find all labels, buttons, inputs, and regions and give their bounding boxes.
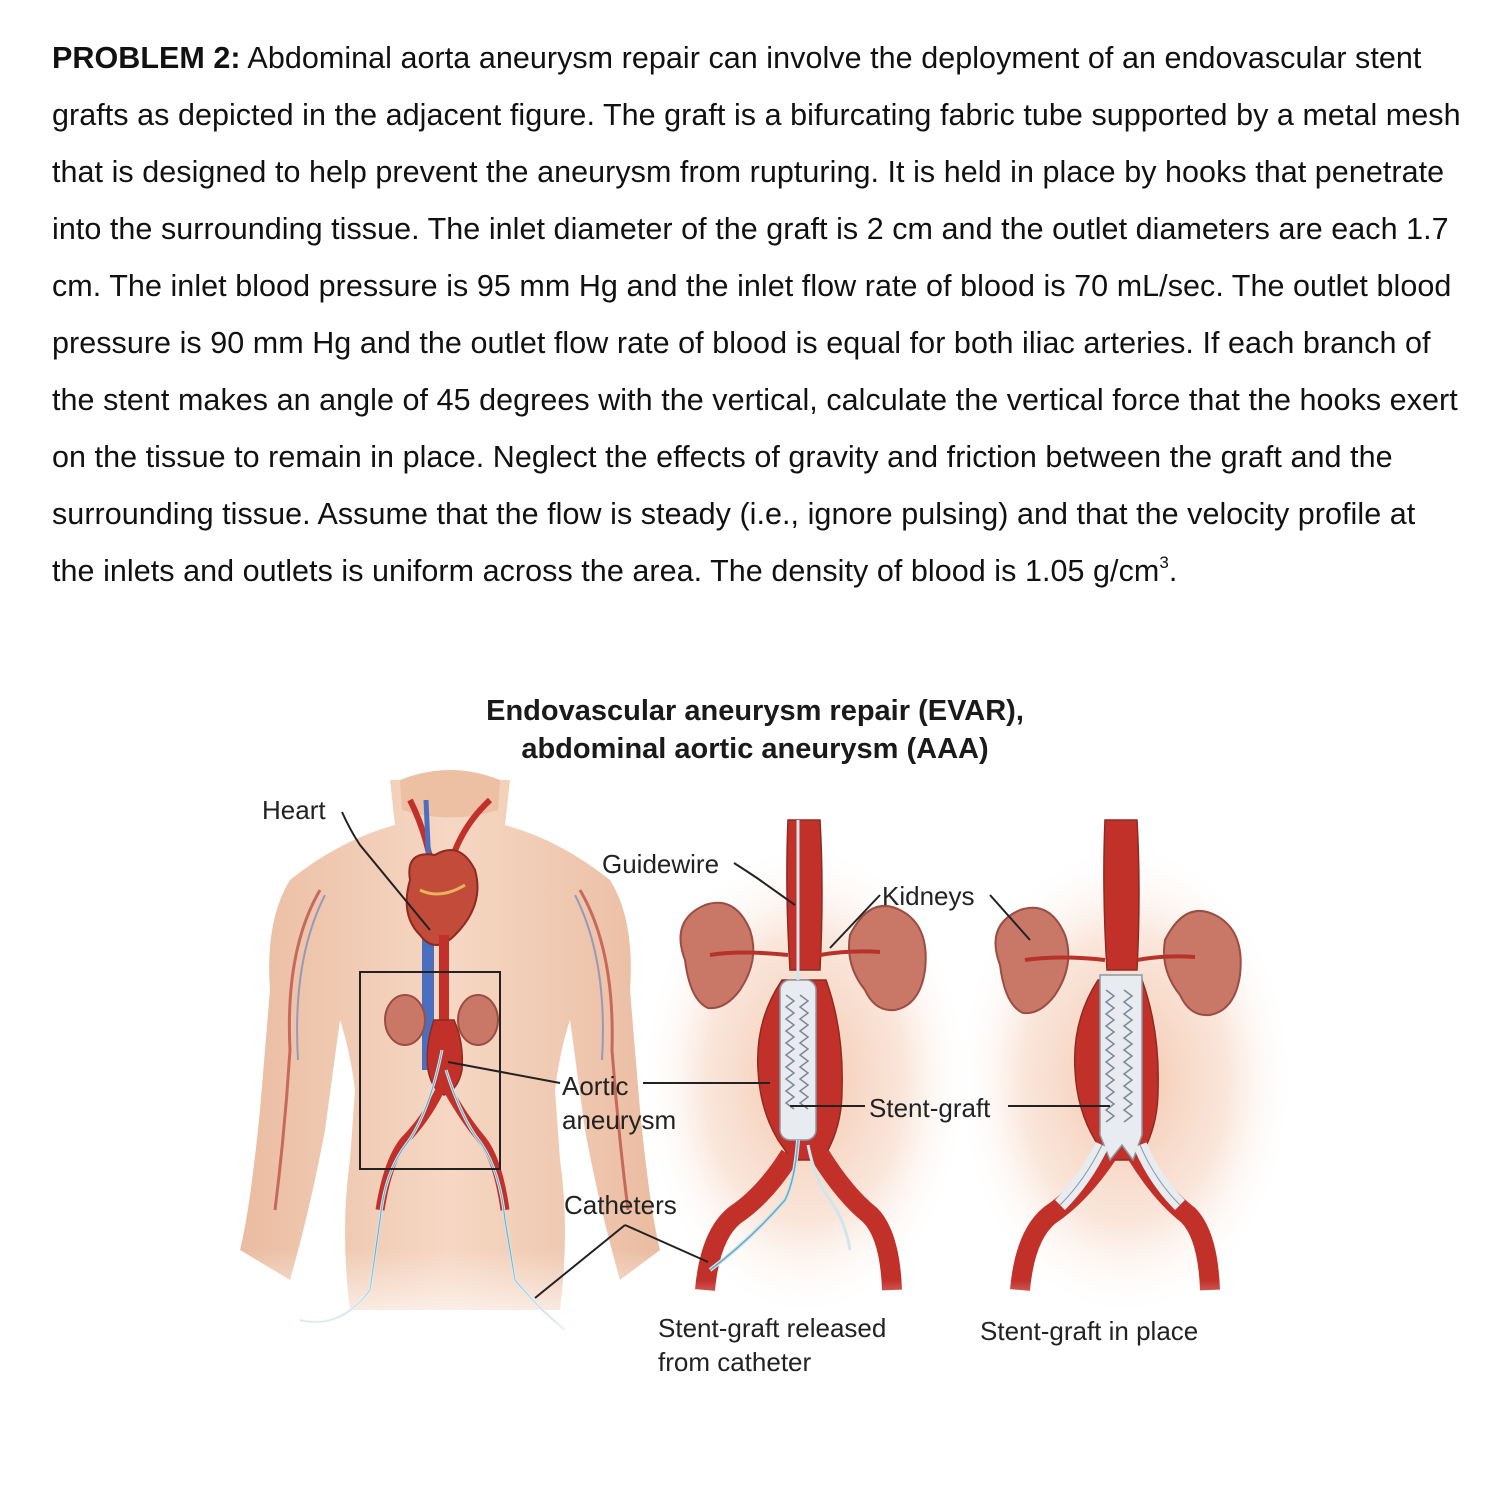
label-stent-graft: Stent-graft: [869, 1093, 991, 1123]
figure-title-line1: Endovascular aneurysm repair (EVAR),: [486, 695, 1024, 727]
problem-body: Abdominal aorta aneurysm repair can involve the deployment of an endovascular stent grafts as depicted in the adjacent figure. The graft is a bifurcating fabric tube supported by a metal mesh that is designed to help prevent the aneurysm from rupturing. It is held in place by hooks that penetrate into the surrounding tissue. The inlet diameter of the graft is 2 cm and the outlet diameters are each 1.7 cm. The inlet blood pressure is 95 mm Hg and the inlet flow rate of blood is 70 mL/sec. The outlet blood pressure is 90 mm Hg and the outlet flow rate of blood is equal for both iliac arteries. If each branch of the stent makes an angle of 45 degrees with the vertical, calculate the vertical force that the hooks exert on the tissue to remain in place. Neglect the effects of gravity and friction between the graft and the surrounding tissue. Assume that the flow is steady (i.e., ignore pulsing) and that the velocity profile at the inlets and outlets is uniform across the area. The density of blood is 1.05 g/cm: [52, 41, 1461, 588]
label-aortic: Aortic: [562, 1071, 629, 1101]
label-guidewire: Guidewire: [602, 849, 720, 879]
evar-figure: [230, 690, 1310, 1410]
problem-label: PROBLEM 2:: [52, 41, 241, 75]
in-place-panel-illustration: [950, 820, 1295, 1340]
label-released-2: from catheter: [658, 1347, 812, 1377]
evar-illustration: [230, 690, 1310, 1410]
problem-text: [52, 30, 1462, 600]
label-kidneys: Kidneys: [882, 881, 975, 911]
label-catheters: Catheters: [564, 1190, 677, 1220]
figure-title-line2: abdominal aortic aneurysm (AAA): [521, 733, 989, 765]
density-exponent: 3: [1159, 553, 1169, 572]
label-heart: Heart: [262, 795, 326, 825]
label-in-place: Stent-graft in place: [980, 1316, 1199, 1346]
problem-end: .: [1168, 554, 1178, 588]
label-released-1: Stent-graft released: [658, 1313, 887, 1343]
label-aneurysm: aneurysm: [562, 1105, 677, 1135]
